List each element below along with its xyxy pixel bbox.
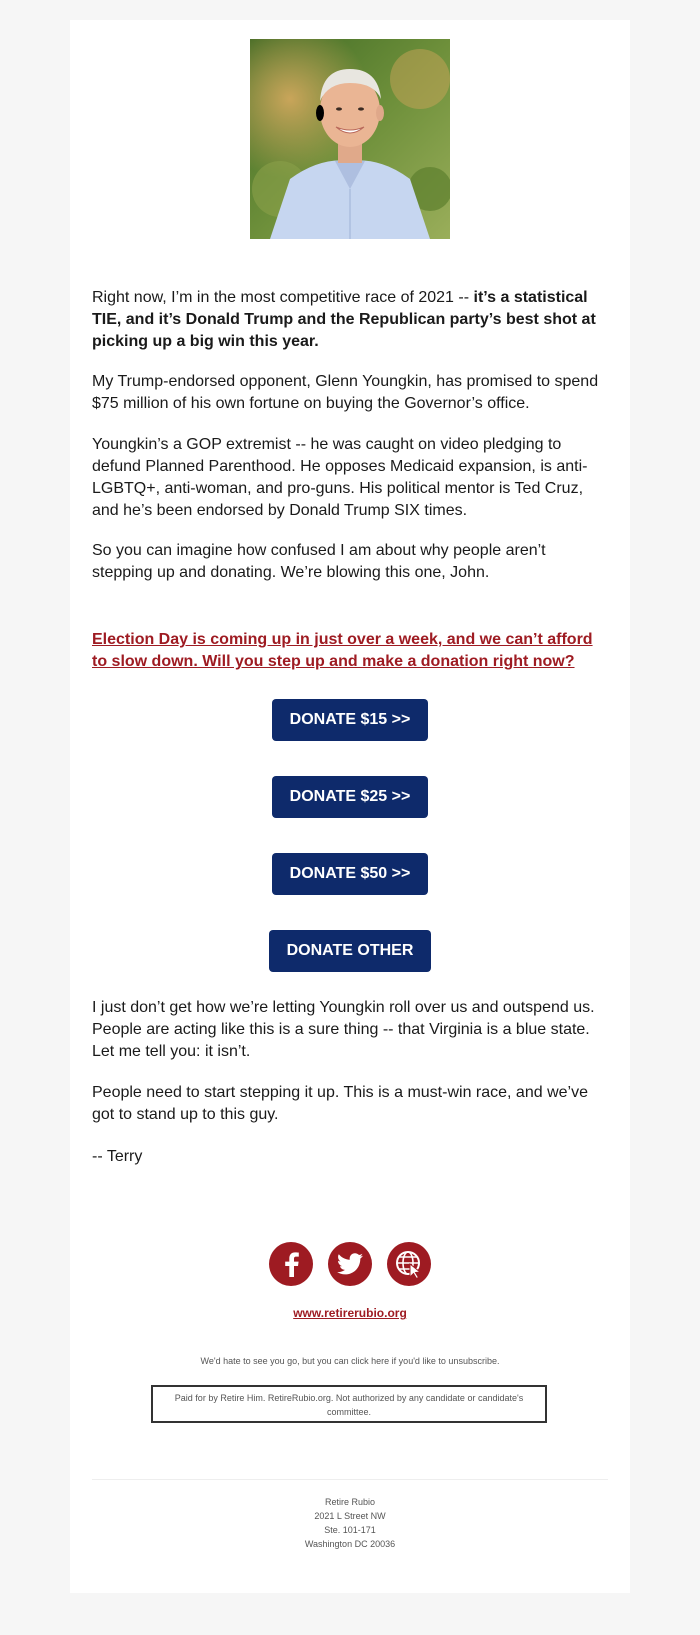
paragraph-opponent: My Trump-endorsed opponent, Glenn Youngkin, has promised to spend $75 million of his own fortune on buying the Governor’s office.	[92, 373, 599, 412]
paragraph-extremist: Youngkin’s a GOP extremist -- he was caught on video pledging to defund Planned Parenthood. He opposes Medicaid expansion, is anti-LGBTQ+, anti-woman, and pro-guns. His political mentor is Ted Cruz, and he’s been endorsed by Donald Trump SIX times.	[92, 436, 588, 519]
email-card	[70, 20, 630, 1593]
donation-cta-link[interactable]: Election Day is coming up in just over a week, and we can’t afford to slow down. Will you step up and make a donation right now?	[92, 631, 593, 670]
social-links	[269, 1242, 431, 1286]
paragraph-intro	[92, 287, 608, 353]
mailing-address	[70, 1495, 630, 1551]
signoff: -- Terry	[92, 1148, 143, 1165]
address-suite: Ste. 101-171	[324, 1525, 376, 1535]
donate-25-button[interactable]: DONATE $25 >>	[272, 776, 428, 818]
paragraph-outspend: I just don’t get how we’re letting Youngkin roll over us and outspend us. People are acting like this is a sure thing -- that Virginia is a blue state. Let me tell you: it isn’t.	[92, 999, 595, 1060]
intro-bold-text: it’s a statistical TIE, and it’s Donald Trump and the Republican party’s best shot at picking up a big win this year.	[92, 289, 596, 350]
website-link[interactable]: www.retirerubio.org	[293, 1306, 407, 1320]
paragraph-must-win: People need to start stepping it up. This is a must-win race, and we’ve got to stand up to this guy.	[92, 1084, 588, 1123]
paid-for-disclaimer: Paid for by Retire Him. RetireRubio.org. Not authorized by any candidate or candidate's committee.	[151, 1385, 547, 1423]
address-street: 2021 L Street NW	[314, 1511, 386, 1521]
intro-text: Right now, I’m in the most competitive race of 2021 --	[92, 289, 474, 306]
website-icon[interactable]	[387, 1242, 431, 1286]
footer-divider	[92, 1479, 608, 1480]
unsubscribe-text[interactable]: We'd hate to see you go, but you can click here if you'd like to unsubscribe.	[200, 1356, 500, 1366]
facebook-icon[interactable]	[269, 1242, 313, 1286]
address-city: Washington DC 20036	[304, 1539, 396, 1549]
paragraph-confused: So you can imagine how confused I am about why people aren’t stepping up and donating. We’re blowing this one, John.	[92, 542, 546, 581]
donate-other-button[interactable]: DONATE OTHER	[269, 930, 431, 972]
address-name: Retire Rubio	[324, 1497, 376, 1507]
donate-50-button[interactable]: DONATE $50 >>	[272, 853, 428, 895]
portrait-image	[250, 39, 450, 239]
twitter-icon[interactable]	[328, 1242, 372, 1286]
candidate-portrait	[250, 39, 450, 239]
donate-15-button[interactable]: DONATE $15 >>	[272, 699, 428, 741]
